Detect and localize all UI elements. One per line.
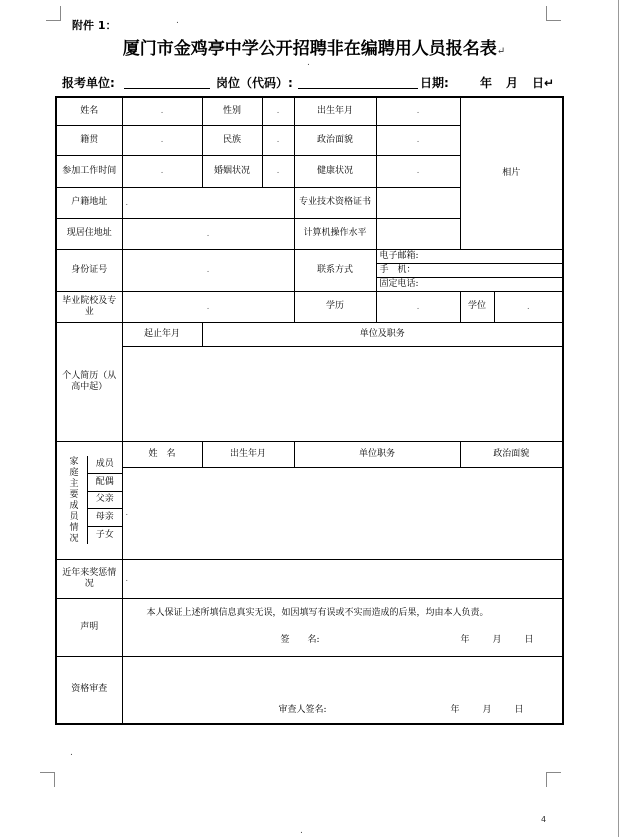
cert-value[interactable] — [376, 187, 460, 218]
birth-value[interactable]: . — [376, 97, 460, 125]
contact-label: 联系方式 — [294, 249, 376, 291]
member-political-header: 政治面貌 — [460, 441, 563, 467]
hukou-label: 户籍地址 — [56, 187, 122, 218]
ethnic-label: 民族 — [202, 125, 262, 155]
school-label: 毕业院校及专业 — [56, 291, 122, 322]
sign-year: 年 — [460, 634, 470, 645]
review-year: 年 — [450, 705, 460, 715]
member-header: 成员 — [88, 456, 122, 474]
mobile-field[interactable]: 手 机： — [376, 263, 563, 277]
education-value[interactable]: . — [376, 291, 460, 322]
phone-field[interactable]: 固定电话: — [376, 277, 563, 291]
month-label: 月 — [506, 76, 519, 90]
day-label: 日↵ — [532, 76, 555, 90]
position-label: 岗位（代码）: — [216, 76, 293, 90]
crop-mark-bottom-right — [546, 772, 561, 787]
crop-mark-top-right — [546, 6, 561, 21]
review-sign-line — [131, 705, 555, 719]
row-resume-header — [56, 322, 563, 346]
resume-content[interactable] — [122, 346, 563, 441]
political-value[interactable]: . — [376, 125, 460, 155]
hukou-value[interactable]: . — [122, 187, 294, 218]
health-value[interactable]: . — [376, 155, 460, 187]
review-content[interactable] — [122, 656, 563, 724]
resume-period-header: 起止年月 — [122, 322, 202, 346]
sign-month: 月 — [492, 634, 502, 645]
para-mark: . — [307, 58, 310, 68]
name-value[interactable]: . — [122, 97, 202, 125]
school-value[interactable]: . — [122, 291, 294, 322]
row-family-spouse — [56, 467, 563, 490]
row-awards — [56, 559, 563, 598]
work-start-label: 参加工作时间 — [56, 155, 122, 187]
member-name-header: 姓 名 — [122, 441, 202, 467]
gender-label: 性别 — [202, 97, 262, 125]
degree-value[interactable]: . — [494, 291, 563, 322]
family-content[interactable]: . — [122, 467, 563, 559]
gender-value[interactable]: . — [262, 97, 294, 125]
computer-value[interactable] — [376, 218, 460, 249]
email-field[interactable]: 电子邮箱: — [376, 249, 563, 263]
title-para-mark: ↵ — [496, 46, 506, 57]
resume-unit-header: 单位及职务 — [202, 322, 563, 346]
ethnic-value[interactable]: . — [262, 125, 294, 155]
marital-label: 婚姻状况 — [202, 155, 262, 187]
marital-value[interactable]: . — [262, 155, 294, 187]
para-mark: . — [300, 826, 303, 836]
row-review — [56, 656, 563, 724]
crop-mark-top-left — [46, 6, 61, 21]
child-label: 子女 — [95, 530, 114, 541]
birth-label: 出生年月 — [294, 97, 376, 125]
row-name — [56, 97, 563, 125]
computer-label: 计算机操作水平 — [294, 218, 376, 249]
position-blank — [298, 88, 418, 89]
review-label: 资格审查 — [56, 656, 122, 724]
native-value[interactable]: . — [122, 125, 202, 155]
spouse-label: 配偶 — [88, 474, 122, 492]
name-label: 姓名 — [56, 97, 122, 125]
review-day: 日 — [514, 705, 524, 715]
row-school — [56, 291, 563, 322]
awards-content[interactable]: . — [122, 559, 563, 598]
mother-label: 母亲 — [88, 509, 122, 527]
para-mark: . — [70, 748, 73, 758]
work-start-value[interactable]: . — [122, 155, 202, 187]
para-mark: . — [176, 16, 179, 26]
application-info-line — [62, 74, 562, 92]
year-label: 年 — [480, 76, 493, 90]
row-resume-body — [56, 346, 563, 441]
native-label: 籍贯 — [56, 125, 122, 155]
photo-label: 相片 — [502, 167, 521, 178]
declaration-content — [122, 598, 563, 656]
attachment-label: 附件 1： — [72, 19, 117, 32]
member-birth-header: 出生年月 — [202, 441, 294, 467]
page-title — [64, 34, 564, 59]
family-label: 家庭主要成员情况 — [67, 456, 78, 544]
photo-cell[interactable] — [460, 97, 563, 249]
id-label: 身份证号 — [56, 249, 122, 291]
id-value[interactable]: . — [122, 249, 294, 291]
cert-label: 专业技术资格证书 — [294, 187, 376, 218]
declaration-label: 声明 — [56, 598, 122, 656]
sign-day: 日 — [524, 634, 534, 645]
declaration-text: 本人保证上述所填信息真实无误，如因填写有误或不实而造成的后果，均由本人负责。 — [146, 607, 489, 618]
row-declaration — [56, 598, 563, 656]
row-family-header — [56, 441, 563, 467]
page-edge — [618, 0, 619, 837]
residence-value[interactable]: . — [122, 218, 294, 249]
father-label: 父亲 — [88, 492, 122, 510]
residence-label: 现居住地址 — [56, 218, 122, 249]
political-label: 政治面貌 — [294, 125, 376, 155]
health-label: 健康状况 — [294, 155, 376, 187]
resume-label: 个人简历（从高中起） — [56, 322, 122, 441]
date-label: 日期: — [420, 76, 449, 90]
member-unit-header: 单位职务 — [294, 441, 460, 467]
title-text: 厦门市金鸡亭中学公开招聘非在编聘用人员报名表 — [122, 39, 497, 59]
page-number: 4 — [541, 815, 547, 824]
review-month: 月 — [482, 705, 492, 715]
crop-mark-bottom-left — [40, 772, 55, 787]
declaration-sign-line — [131, 635, 555, 647]
awards-label: 近年来奖惩情况 — [56, 559, 122, 598]
unit-blank — [124, 88, 210, 89]
sign-label: 签 名: — [280, 634, 320, 645]
row-id — [56, 249, 563, 263]
reviewer-sign-label: 审查人签名: — [278, 705, 327, 715]
registration-form — [55, 96, 564, 725]
family-label-cell — [56, 441, 122, 559]
education-label: 学历 — [294, 291, 376, 322]
degree-label: 学位 — [460, 291, 494, 322]
unit-label: 报考单位: — [62, 76, 115, 90]
